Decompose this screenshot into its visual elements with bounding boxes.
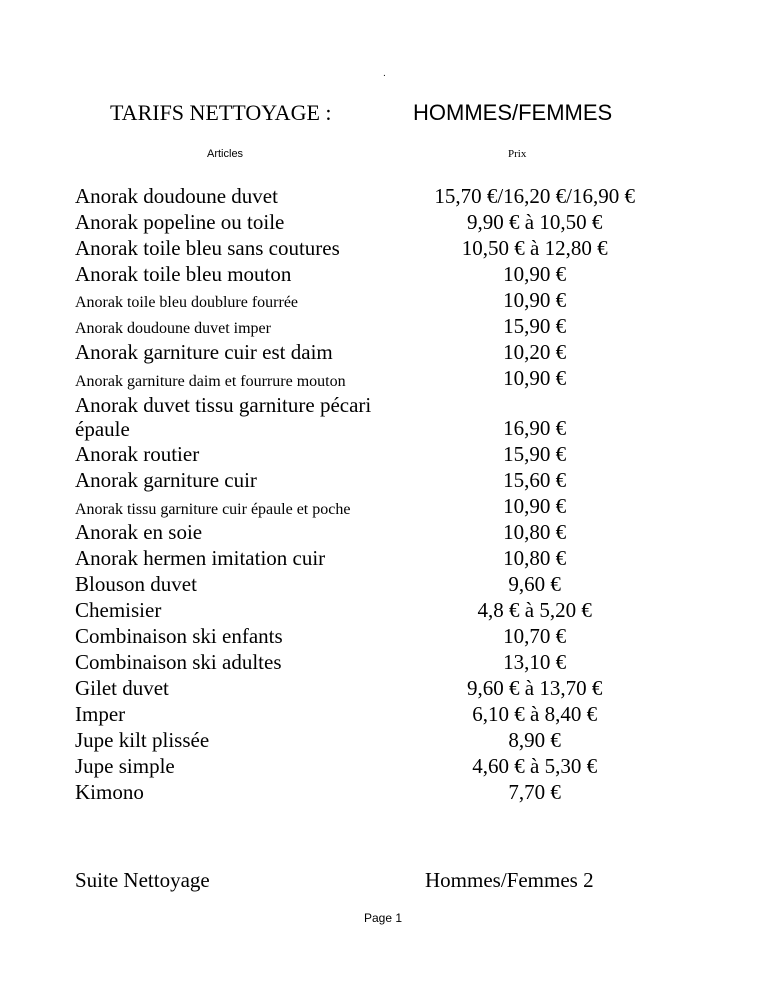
price-cell bbox=[394, 339, 675, 365]
price-table bbox=[75, 183, 675, 805]
article-name: Anorak toile bleu sans coutures bbox=[75, 236, 340, 260]
price-value: 4,8 € à 5,20 € bbox=[477, 598, 592, 622]
table-row bbox=[75, 571, 675, 597]
page-number: Page 1 bbox=[364, 911, 403, 925]
table-row bbox=[75, 261, 675, 287]
price-value: 10,70 € bbox=[503, 624, 567, 648]
article-name: Combinaison ski enfants bbox=[75, 624, 283, 648]
header-dot: . bbox=[383, 68, 386, 79]
price-cell bbox=[394, 623, 675, 649]
price-cell bbox=[394, 183, 675, 209]
table-row bbox=[75, 493, 675, 519]
table-row bbox=[75, 701, 675, 727]
price-value: 6,10 € à 8,40 € bbox=[472, 702, 598, 726]
table-row bbox=[75, 365, 675, 391]
price-value: 9,60 € bbox=[508, 572, 561, 596]
footer-right-text: Hommes/Femmes 2 bbox=[425, 868, 594, 892]
table-row bbox=[75, 519, 675, 545]
price-cell bbox=[394, 261, 675, 287]
price-cell bbox=[394, 545, 675, 571]
price-value: 10,80 € bbox=[503, 546, 567, 570]
article-name: Anorak doudoune duvet bbox=[75, 184, 278, 208]
price-cell bbox=[394, 727, 675, 753]
price-value: 10,90 € bbox=[503, 366, 567, 390]
article-name: Anorak doudoune duvet imper bbox=[75, 320, 271, 337]
price-value: 10,80 € bbox=[503, 520, 567, 544]
price-cell bbox=[394, 701, 675, 727]
article-name: Chemisier bbox=[75, 598, 162, 622]
table-row bbox=[75, 235, 675, 261]
table-row bbox=[75, 779, 675, 805]
table-row bbox=[75, 727, 675, 753]
article-name: Anorak duvet tissu garniture pécari épaule bbox=[75, 393, 372, 441]
article-name: Jupe simple bbox=[75, 754, 175, 778]
price-value: 4,60 € à 5,30 € bbox=[472, 754, 598, 778]
table-row bbox=[75, 209, 675, 235]
price-cell bbox=[394, 649, 675, 675]
article-name: Anorak hermen imitation cuir bbox=[75, 546, 326, 570]
price-cell bbox=[394, 493, 675, 519]
price-value: 10,90 € bbox=[503, 288, 567, 312]
table-row bbox=[75, 753, 675, 779]
price-value: 13,10 € bbox=[503, 650, 567, 674]
column-header-prix: Prix bbox=[508, 148, 527, 160]
article-name: Anorak en soie bbox=[75, 520, 203, 544]
table-row bbox=[75, 313, 675, 339]
article-name: Blouson duvet bbox=[75, 572, 197, 596]
price-cell bbox=[394, 209, 675, 235]
price-value: 10,50 € à 12,80 € bbox=[461, 236, 608, 260]
price-value: 10,90 € bbox=[503, 494, 567, 518]
article-name: Anorak garniture cuir est daim bbox=[75, 340, 333, 364]
price-value: 7,70 € bbox=[508, 780, 561, 804]
price-cell bbox=[394, 415, 675, 441]
article-name: Combinaison ski adultes bbox=[75, 650, 282, 674]
page-subtitle: HOMMES/FEMMES bbox=[413, 100, 613, 125]
page-title: TARIFS NETTOYAGE : bbox=[110, 100, 332, 125]
price-cell bbox=[394, 675, 675, 701]
article-name: Jupe kilt plissée bbox=[75, 728, 210, 752]
table-row bbox=[75, 339, 675, 365]
article-name: Anorak popeline ou toile bbox=[75, 210, 285, 234]
price-cell bbox=[394, 779, 675, 805]
table-row bbox=[75, 597, 675, 623]
article-name: Kimono bbox=[75, 780, 144, 804]
article-name: Anorak tissu garniture cuir épaule et poche bbox=[75, 501, 351, 518]
article-name: Anorak garniture daim et fourrure mouton bbox=[75, 373, 346, 390]
price-cell bbox=[394, 519, 675, 545]
article-name: Imper bbox=[75, 702, 126, 726]
column-header-articles: Articles bbox=[207, 148, 244, 160]
table-row bbox=[75, 545, 675, 571]
table-row bbox=[75, 467, 675, 493]
price-cell bbox=[394, 467, 675, 493]
price-cell bbox=[394, 235, 675, 261]
price-value: 10,90 € bbox=[503, 262, 567, 286]
price-value: 15,90 € bbox=[503, 314, 567, 338]
article-name: Gilet duvet bbox=[75, 676, 169, 700]
article-name: Anorak routier bbox=[75, 442, 200, 466]
price-value: 15,60 € bbox=[503, 468, 567, 492]
price-cell bbox=[394, 287, 675, 313]
table-row bbox=[75, 391, 675, 441]
table-row bbox=[75, 287, 675, 313]
article-name: Anorak garniture cuir bbox=[75, 468, 257, 492]
price-cell bbox=[394, 313, 675, 339]
price-value: 15,90 € bbox=[503, 442, 567, 466]
price-value: 8,90 € bbox=[508, 728, 561, 752]
table-row bbox=[75, 649, 675, 675]
price-cell bbox=[394, 753, 675, 779]
price-value: 16,90 € bbox=[503, 416, 567, 440]
price-cell bbox=[394, 441, 675, 467]
price-cell bbox=[394, 597, 675, 623]
price-value: 9,90 € à 10,50 € bbox=[467, 210, 603, 234]
article-name: Anorak toile bleu doublure fourrée bbox=[75, 294, 299, 311]
price-value: 15,70 €/16,20 €/16,90 € bbox=[434, 184, 635, 208]
table-row bbox=[75, 183, 675, 209]
price-cell bbox=[394, 365, 675, 391]
price-value: 9,60 € à 13,70 € bbox=[467, 676, 603, 700]
footer-left-text: Suite Nettoyage bbox=[75, 868, 210, 892]
table-row bbox=[75, 441, 675, 467]
article-name: Anorak toile bleu mouton bbox=[75, 262, 292, 286]
table-row bbox=[75, 675, 675, 701]
price-value: 10,20 € bbox=[503, 340, 567, 364]
price-cell bbox=[394, 571, 675, 597]
table-row bbox=[75, 623, 675, 649]
